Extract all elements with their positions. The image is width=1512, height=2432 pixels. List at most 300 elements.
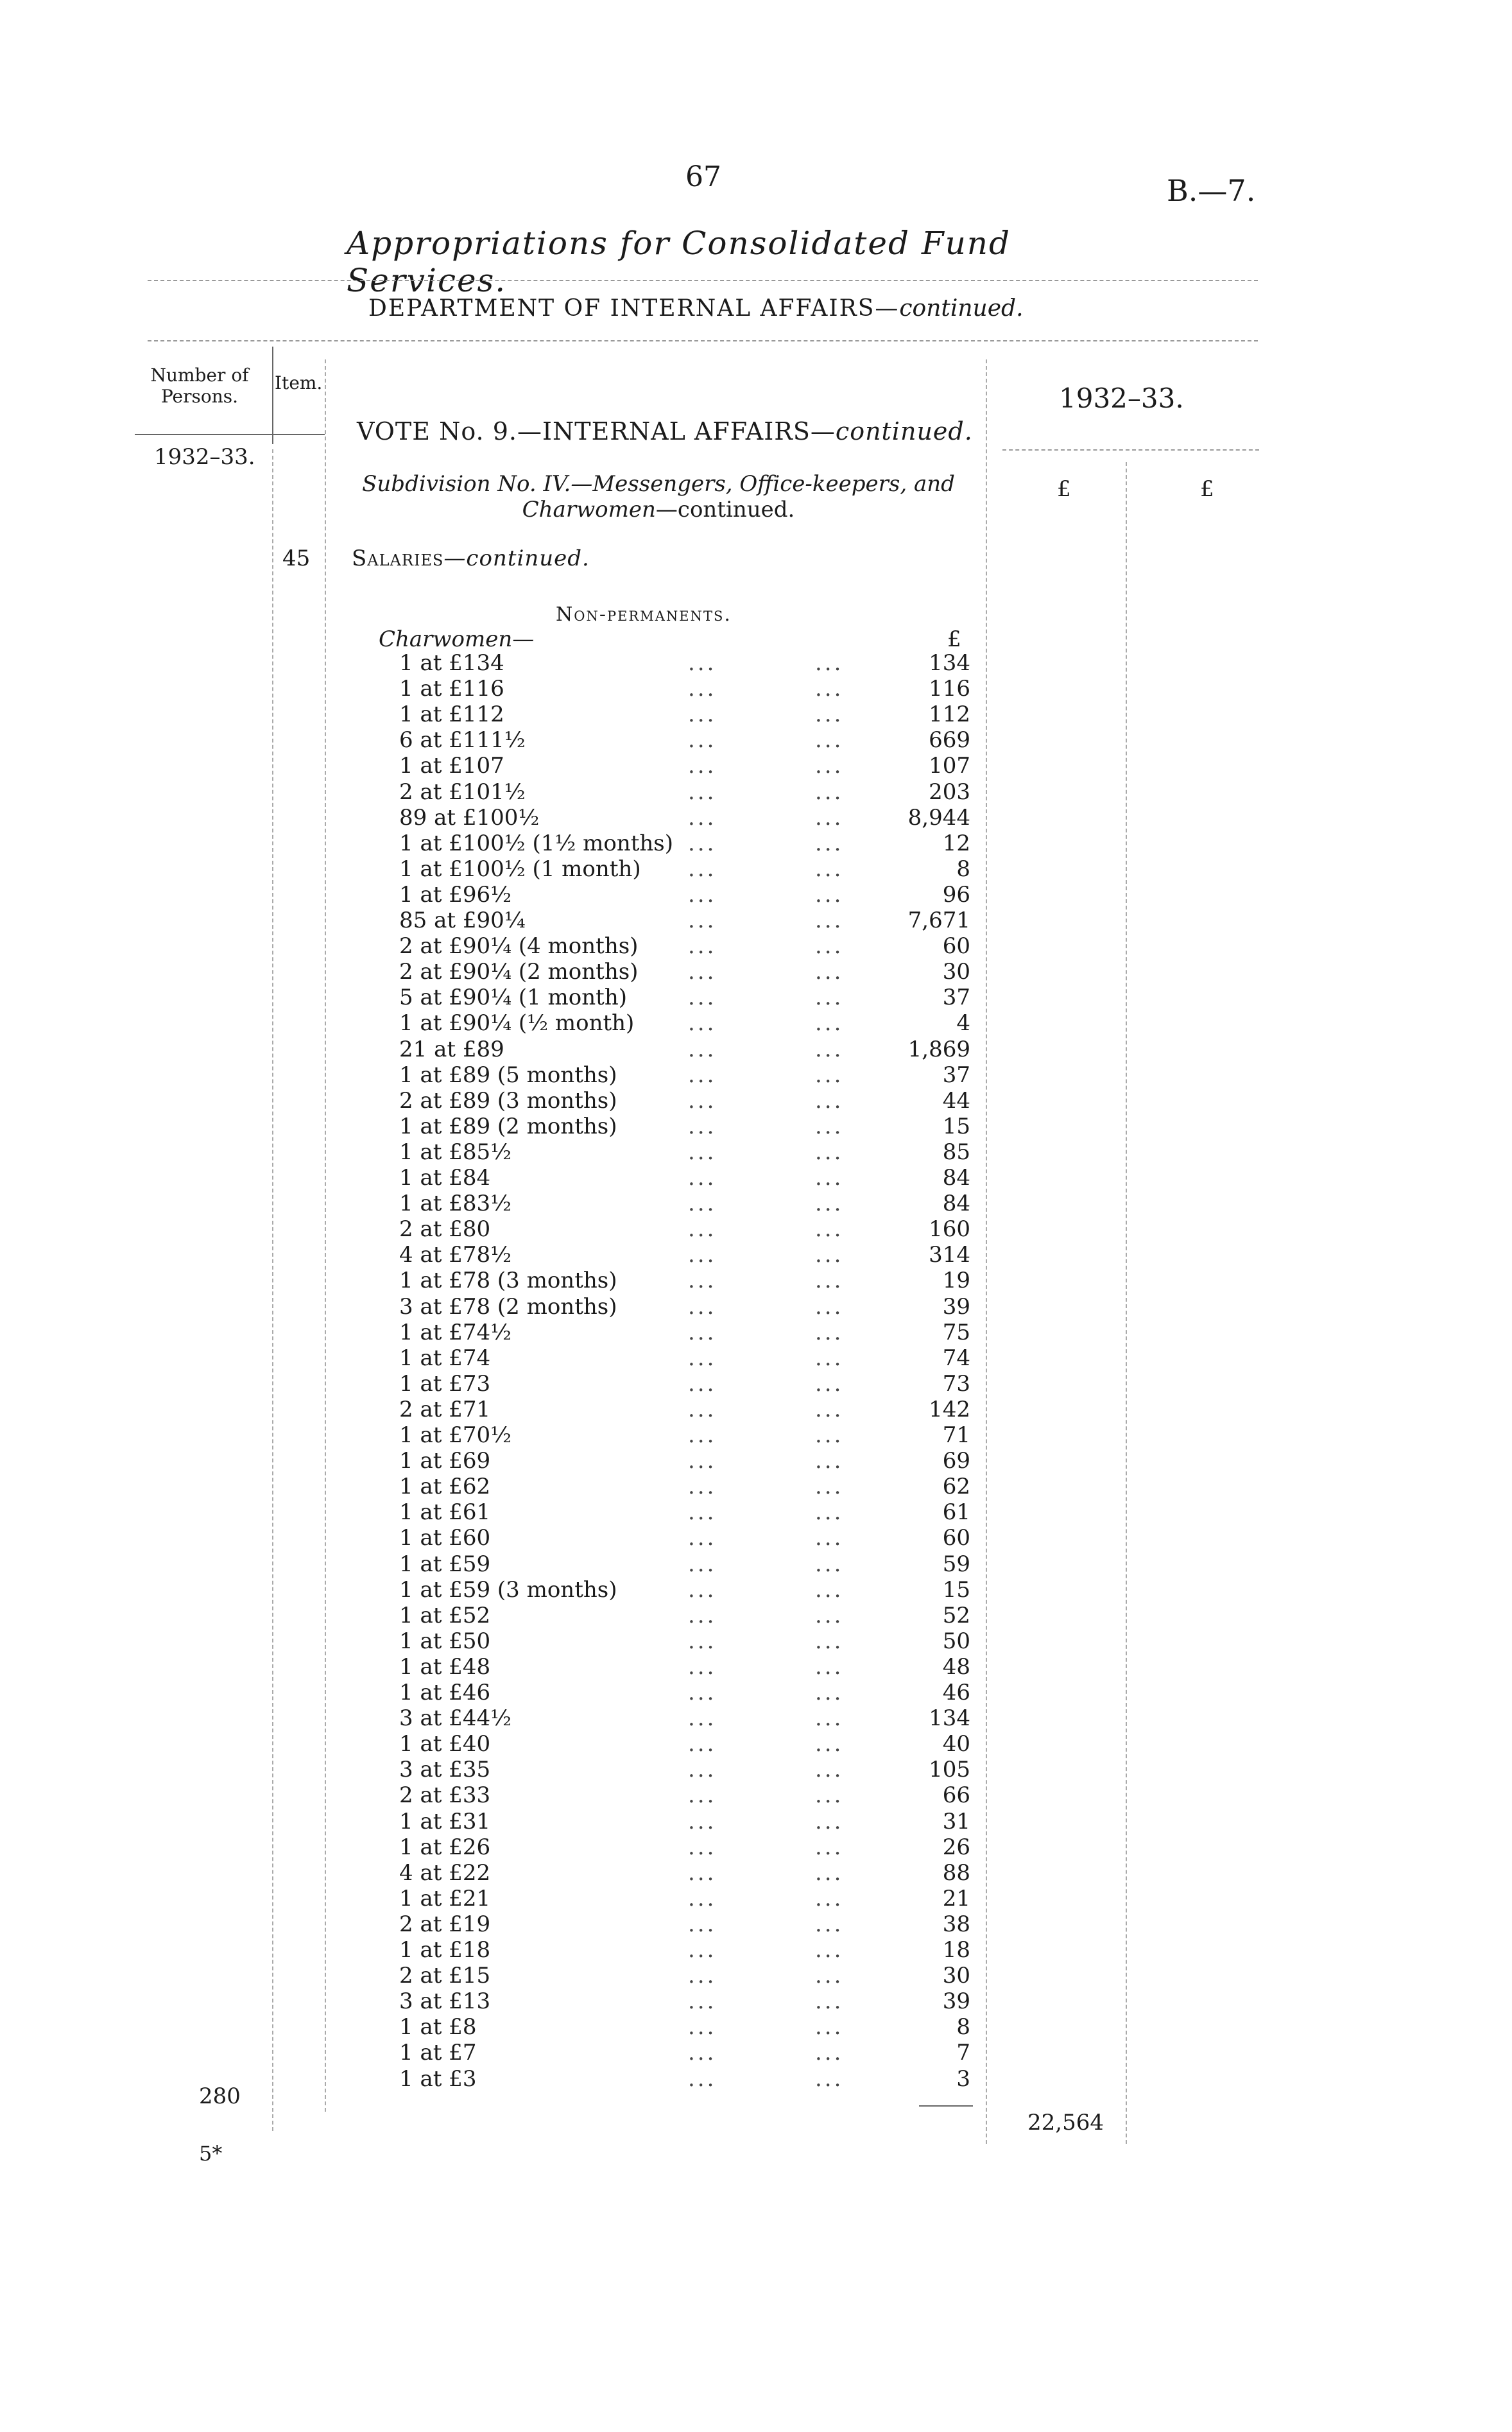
table-row <box>0 1911 1512 1937</box>
amount: 116 <box>929 676 970 702</box>
table-row <box>0 1860 1512 1886</box>
leader-dots: ... <box>688 1628 717 1654</box>
rate-description: 1 at £89 (2 months) <box>399 1113 617 1139</box>
table-row <box>0 753 1512 779</box>
rate-description: 1 at £112 <box>399 702 504 728</box>
item-number: 45 <box>282 546 311 571</box>
table-row <box>0 959 1512 985</box>
leader-dots: ... <box>688 933 717 960</box>
leader-dots: ... <box>815 1293 844 1320</box>
leader-dots: ... <box>815 1422 844 1448</box>
rate-description: 3 at £78 (2 months) <box>399 1293 617 1320</box>
rate-description: 5 at £90¼ (1 month) <box>399 985 627 1011</box>
leader-dots: ... <box>688 1782 717 1809</box>
rate-description: 1 at £21 <box>399 1885 491 1911</box>
amount: 1,869 <box>907 1036 970 1062</box>
rate-description: 1 at £69 <box>399 1448 491 1474</box>
leader-dots: ... <box>815 1139 844 1165</box>
leader-dots: ... <box>815 676 844 702</box>
leader-dots: ... <box>688 1191 717 1217</box>
non-permanents-heading: Non-permanents. <box>556 603 732 626</box>
leader-dots: ... <box>688 1731 717 1757</box>
leader-dots: ... <box>688 1705 717 1732</box>
leader-dots: ... <box>815 1576 844 1603</box>
leader-dots: ... <box>815 1087 844 1114</box>
table-row <box>0 1937 1512 1963</box>
leader-dots: ... <box>815 1988 844 2015</box>
rate-description: 2 at £101½ <box>399 779 526 805</box>
pound-sign-amounts: £ <box>947 626 961 652</box>
leader-dots: ... <box>688 1653 717 1680</box>
page-title: Appropriations for Consolidated Fund Services. <box>347 225 1011 299</box>
leader-dots: ... <box>815 1653 844 1680</box>
table-row <box>0 1499 1512 1525</box>
rate-description: 2 at £19 <box>399 1911 491 1937</box>
table-row <box>0 1165 1512 1191</box>
amount: 30 <box>942 1963 970 1989</box>
leader-dots: ... <box>688 1499 717 1526</box>
amount: 134 <box>929 650 970 676</box>
amount: 66 <box>942 1782 970 1809</box>
leader-dots: ... <box>815 2040 844 2066</box>
table-row <box>0 1114 1512 1139</box>
amount: 105 <box>929 1757 970 1783</box>
vote-heading <box>357 417 973 445</box>
amount: 669 <box>929 727 970 754</box>
leader-dots: ... <box>688 1216 717 1243</box>
amount: 60 <box>942 933 970 960</box>
title-divider <box>148 280 1258 281</box>
rate-description: 3 at £13 <box>399 1988 491 2015</box>
rate-description: 2 at £89 (3 months) <box>399 1087 617 1114</box>
rate-description: 4 at £22 <box>399 1859 491 1886</box>
leader-dots: ... <box>688 856 717 882</box>
table-row <box>0 676 1512 702</box>
leader-dots: ... <box>688 1113 717 1139</box>
rate-description: 85 at £90¼ <box>399 908 526 933</box>
amount: 39 <box>942 1988 970 2015</box>
leader-dots: ... <box>688 1885 717 1911</box>
amount: 160 <box>929 1216 970 1243</box>
leader-dots: ... <box>815 908 844 933</box>
table-row <box>0 1216 1512 1242</box>
amount: 50 <box>942 1628 970 1654</box>
amount: 18 <box>942 1937 970 1963</box>
table-row <box>0 1731 1512 1757</box>
leader-dots: ... <box>815 856 844 882</box>
leader-dots: ... <box>815 727 844 754</box>
pound-sign-column-b: £ <box>1200 476 1214 502</box>
leader-dots: ... <box>815 933 844 960</box>
rate-description: 1 at £70½ <box>399 1422 512 1448</box>
amount: 314 <box>929 1242 970 1268</box>
leader-dots: ... <box>688 2040 717 2066</box>
table-row <box>0 1371 1512 1397</box>
leader-dots: ... <box>815 881 844 908</box>
rate-description: 2 at £71 <box>399 1396 491 1422</box>
amount: 44 <box>942 1087 970 1114</box>
rate-description: 1 at £61 <box>399 1499 491 1526</box>
amount: 38 <box>942 1911 970 1937</box>
rate-description: 4 at £78½ <box>399 1242 512 1268</box>
column-heading-rule <box>135 434 325 435</box>
amount: 84 <box>942 1191 970 1217</box>
leader-dots: ... <box>815 2065 844 2092</box>
total-rule <box>919 2105 973 2107</box>
amount: 26 <box>942 1834 970 1860</box>
rate-description: 1 at £26 <box>399 1834 491 1860</box>
rate-description: 1 at £100½ (1½ months) <box>399 830 674 856</box>
rate-description: 1 at £107 <box>399 753 504 779</box>
rate-description: 1 at £100½ (1 month) <box>399 856 641 882</box>
table-row <box>0 779 1512 805</box>
amount: 30 <box>942 959 970 985</box>
rate-description: 1 at £60 <box>399 1525 491 1551</box>
leader-dots: ... <box>688 1525 717 1551</box>
leader-dots: ... <box>688 1242 717 1268</box>
rate-description: 1 at £134 <box>399 650 504 676</box>
rate-description: 21 at £89 <box>399 1036 504 1062</box>
leader-dots: ... <box>815 1937 844 1963</box>
rate-description: 1 at £59 <box>399 1551 491 1577</box>
leader-dots: ... <box>688 1293 717 1320</box>
amount: 134 <box>929 1705 970 1732</box>
table-row <box>0 1062 1512 1088</box>
table-row <box>0 1628 1512 1654</box>
table-row <box>0 1654 1512 1680</box>
leader-dots: ... <box>688 727 717 754</box>
table-row <box>0 1886 1512 1911</box>
leader-dots: ... <box>688 804 717 831</box>
amount: 74 <box>942 1345 970 1371</box>
rate-description: 1 at £3 <box>399 2065 477 2092</box>
leader-dots: ... <box>688 1602 717 1628</box>
vote-title: VOTE No. 9.—INTERNAL AFFAIRS— <box>357 417 836 445</box>
table-row <box>0 882 1512 908</box>
leader-dots: ... <box>815 1165 844 1191</box>
amount: 37 <box>942 1062 970 1088</box>
pound-sign-column-a: £ <box>1057 476 1071 502</box>
leader-dots: ... <box>688 1448 717 1474</box>
table-row <box>0 1345 1512 1371</box>
amount: 19 <box>942 1268 970 1294</box>
rate-description: 89 at £100½ <box>399 804 540 831</box>
leader-dots: ... <box>688 1345 717 1371</box>
table-row <box>0 1242 1512 1268</box>
salaries-label: Salaries <box>352 546 444 571</box>
leader-dots: ... <box>815 1396 844 1422</box>
table-row <box>0 1782 1512 1808</box>
table-row <box>0 1294 1512 1320</box>
amount: 46 <box>942 1680 970 1705</box>
amount: 84 <box>942 1165 970 1191</box>
rate-description: 1 at £7 <box>399 2040 477 2066</box>
rate-description: 3 at £35 <box>399 1757 491 1783</box>
rate-description: 1 at £89 (5 months) <box>399 1062 617 1088</box>
leader-dots: ... <box>688 1396 717 1422</box>
leader-dots: ... <box>688 881 717 908</box>
estimate-year: 1932–33. <box>1059 383 1184 414</box>
leader-dots: ... <box>688 2065 717 2092</box>
table-row <box>0 1757 1512 1782</box>
table-row <box>0 1191 1512 1216</box>
persons-year: 1932–33. <box>154 444 255 470</box>
table-row <box>0 1577 1512 1603</box>
leader-dots: ... <box>815 1859 844 1886</box>
amount: 48 <box>942 1653 970 1680</box>
amount: 39 <box>942 1293 970 1320</box>
leader-dots: ... <box>815 1191 844 1217</box>
salaries-continued: —continued. <box>443 546 590 571</box>
rate-description: 6 at £111½ <box>399 727 526 754</box>
table-row <box>0 1448 1512 1474</box>
table-row <box>0 831 1512 856</box>
leader-dots: ... <box>688 1165 717 1191</box>
leader-dots: ... <box>815 1036 844 1062</box>
leader-dots: ... <box>688 1988 717 2015</box>
table-row <box>0 1088 1512 1114</box>
leader-dots: ... <box>815 1911 844 1937</box>
leader-dots: ... <box>815 830 844 856</box>
amount: 15 <box>942 1113 970 1139</box>
leader-dots: ... <box>815 779 844 805</box>
rate-description: 1 at £73 <box>399 1370 491 1397</box>
leader-dots: ... <box>815 1062 844 1088</box>
leader-dots: ... <box>688 1036 717 1062</box>
table-row <box>0 1268 1512 1293</box>
table-row <box>0 1705 1512 1731</box>
leader-dots: ... <box>688 959 717 985</box>
amount: 69 <box>942 1448 970 1474</box>
leader-dots: ... <box>688 1757 717 1783</box>
leader-dots: ... <box>688 1859 717 1886</box>
leader-dots: ... <box>815 1345 844 1371</box>
leader-dots: ... <box>688 753 717 779</box>
table-row <box>0 908 1512 933</box>
leader-dots: ... <box>688 1010 717 1037</box>
table-row <box>0 933 1512 959</box>
leader-dots: ... <box>815 1963 844 1989</box>
table-row <box>0 856 1512 882</box>
amount: 59 <box>942 1551 970 1577</box>
table-row <box>0 702 1512 727</box>
amount: 203 <box>929 779 970 805</box>
amount: 107 <box>929 753 970 779</box>
leader-dots: ... <box>688 676 717 702</box>
rate-description: 2 at £90¼ (2 months) <box>399 959 639 985</box>
table-row <box>0 650 1512 676</box>
subdivision-charwomen: Charwomen <box>522 497 656 522</box>
amount: 71 <box>942 1422 970 1448</box>
table-row <box>0 1834 1512 1860</box>
item-heading: Item. <box>275 372 323 393</box>
leader-dots: ... <box>815 985 844 1011</box>
rate-description: 1 at £78 (3 months) <box>399 1268 617 1294</box>
table-row <box>0 1963 1512 1988</box>
rate-description: 1 at £52 <box>399 1602 491 1628</box>
leader-dots: ... <box>815 1551 844 1577</box>
leader-dots: ... <box>688 985 717 1011</box>
rate-description: 1 at £48 <box>399 1653 491 1680</box>
table-row <box>0 1397 1512 1422</box>
amount: 8,944 <box>907 804 970 831</box>
amount: 73 <box>942 1370 970 1397</box>
signature-mark: 5* <box>199 2141 223 2166</box>
charwomen-group-heading: Charwomen— <box>379 626 535 652</box>
leader-dots: ... <box>815 1808 844 1834</box>
rate-description: 2 at £33 <box>399 1782 491 1809</box>
table-row <box>0 1525 1512 1551</box>
leader-dots: ... <box>688 1963 717 1989</box>
leader-dots: ... <box>815 959 844 985</box>
table-row <box>0 727 1512 753</box>
number-of-persons-heading: Number of Persons. <box>150 365 249 407</box>
amount: 7,671 <box>907 908 970 933</box>
year-rule <box>1002 449 1259 451</box>
leader-dots: ... <box>688 650 717 676</box>
leader-dots: ... <box>815 1268 844 1294</box>
leader-dots: ... <box>688 2014 717 2040</box>
leader-dots: ... <box>815 1602 844 1628</box>
leader-dots: ... <box>688 1370 717 1397</box>
amount: 3 <box>956 2065 970 2092</box>
amount: 142 <box>929 1396 970 1422</box>
persons-total: 280 <box>199 2083 241 2109</box>
leader-dots: ... <box>815 1782 844 1809</box>
rate-description: 1 at £46 <box>399 1680 491 1705</box>
table-row <box>0 1139 1512 1165</box>
amount: 21 <box>942 1885 970 1911</box>
table-row <box>0 1551 1512 1577</box>
leader-dots: ... <box>815 1113 844 1139</box>
amount: 62 <box>942 1474 970 1500</box>
leader-dots: ... <box>815 1319 844 1345</box>
table-row <box>0 1680 1512 1705</box>
amount: 37 <box>942 985 970 1011</box>
leader-dots: ... <box>815 753 844 779</box>
leader-dots: ... <box>688 1911 717 1937</box>
table-row <box>0 805 1512 831</box>
persons-column-rule <box>272 347 273 444</box>
amount: 96 <box>942 881 970 908</box>
amount: 88 <box>942 1859 970 1886</box>
rate-description: 1 at £8 <box>399 2014 477 2040</box>
table-row <box>0 1988 1512 2014</box>
department-heading <box>368 295 1024 322</box>
rate-description: 1 at £18 <box>399 1937 491 1963</box>
amount: 8 <box>956 856 970 882</box>
amount: 4 <box>956 1010 970 1037</box>
leader-dots: ... <box>688 1551 717 1577</box>
leader-dots: ... <box>815 650 844 676</box>
subdivision-line-1: Subdivision No. IV.—Messengers, Office-keepers, and <box>362 471 955 497</box>
leader-dots: ... <box>815 1525 844 1551</box>
table-row <box>0 1422 1512 1448</box>
leader-dots: ... <box>688 1319 717 1345</box>
leader-dots: ... <box>688 1268 717 1294</box>
vote-continued: continued. <box>835 417 973 445</box>
leader-dots: ... <box>815 1242 844 1268</box>
rate-description: 1 at £40 <box>399 1731 491 1757</box>
department-continued: continued. <box>899 295 1024 322</box>
leader-dots: ... <box>688 1422 717 1448</box>
amount: 12 <box>942 830 970 856</box>
leader-dots: ... <box>688 1139 717 1165</box>
amount: 85 <box>942 1139 970 1165</box>
rate-description: 1 at £59 (3 months) <box>399 1576 617 1603</box>
table-row <box>0 2014 1512 2040</box>
leader-dots: ... <box>815 1448 844 1474</box>
table-row <box>0 1320 1512 1345</box>
rate-description: 3 at £44½ <box>399 1705 512 1732</box>
leader-dots: ... <box>688 1474 717 1500</box>
subdivision-line-2 <box>357 497 960 522</box>
leader-dots: ... <box>815 1885 844 1911</box>
table-row <box>0 1603 1512 1628</box>
leader-dots: ... <box>815 1731 844 1757</box>
rate-description: 1 at £74 <box>399 1345 491 1371</box>
leader-dots: ... <box>815 1757 844 1783</box>
rate-description: 2 at £90¼ (4 months) <box>399 933 639 960</box>
rate-description: 1 at £84 <box>399 1165 491 1191</box>
leader-dots: ... <box>815 1680 844 1705</box>
salaries-heading <box>352 546 590 571</box>
leader-dots: ... <box>688 779 717 805</box>
leader-dots: ... <box>815 804 844 831</box>
table-row <box>0 2040 1512 2065</box>
leader-dots: ... <box>815 1499 844 1526</box>
table-row <box>0 1037 1512 1062</box>
amount: 112 <box>929 702 970 728</box>
leader-dots: ... <box>688 1834 717 1860</box>
amount: 60 <box>942 1525 970 1551</box>
table-row <box>0 1809 1512 1834</box>
rate-description: 1 at £74½ <box>399 1319 512 1345</box>
rate-description: 1 at £62 <box>399 1474 491 1500</box>
table-row <box>0 985 1512 1010</box>
leader-dots: ... <box>688 1680 717 1705</box>
amount: 31 <box>942 1808 970 1834</box>
leader-dots: ... <box>688 908 717 933</box>
leader-dots: ... <box>815 1628 844 1654</box>
rate-description: 2 at £15 <box>399 1963 491 1989</box>
leader-dots: ... <box>688 1576 717 1603</box>
leader-dots: ... <box>815 1474 844 1500</box>
amount: 52 <box>942 1602 970 1628</box>
amount: 40 <box>942 1731 970 1757</box>
leader-dots: ... <box>815 1370 844 1397</box>
leader-dots: ... <box>688 1937 717 1963</box>
amount: 75 <box>942 1319 970 1345</box>
rate-description: 1 at £116 <box>399 676 504 702</box>
subdivision-continued: —continued. <box>655 497 795 522</box>
leader-dots: ... <box>815 1216 844 1243</box>
rate-description: 1 at £83½ <box>399 1191 512 1217</box>
amount: 61 <box>942 1499 970 1526</box>
rate-description: 1 at £90¼ (½ month) <box>399 1010 635 1037</box>
leader-dots: ... <box>688 1808 717 1834</box>
page-number: 67 <box>685 160 721 193</box>
leader-dots: ... <box>815 1705 844 1732</box>
document-reference: B.—7. <box>1167 173 1256 208</box>
rate-description: 2 at £80 <box>399 1216 491 1243</box>
table-row <box>0 1010 1512 1036</box>
rate-description: 1 at £50 <box>399 1628 491 1654</box>
rate-description: 1 at £85½ <box>399 1139 512 1165</box>
leader-dots: ... <box>815 702 844 728</box>
leader-dots: ... <box>688 1062 717 1088</box>
leader-dots: ... <box>688 830 717 856</box>
